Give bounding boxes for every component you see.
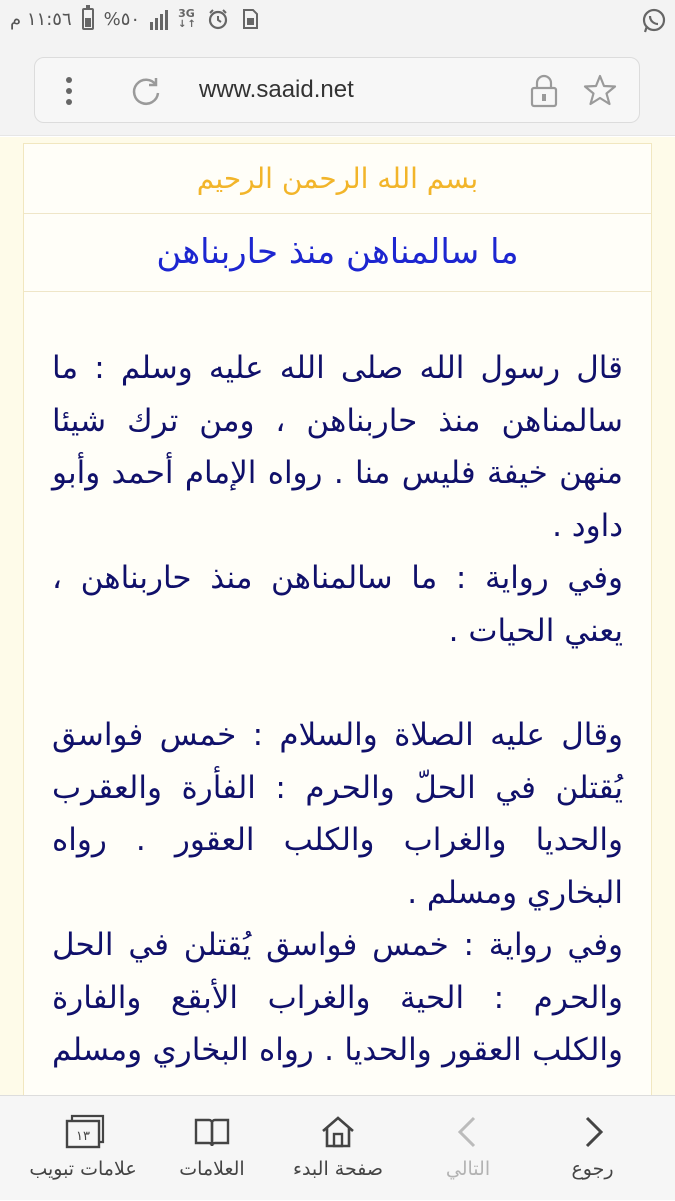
back-label: رجوع — [571, 1158, 614, 1180]
paragraph: وقال عليه الصلاة والسلام : خمس فواسق يُقتلن في الحلّ والحرم : الفأرة والعقرب والحديا والغراب والكلب العقور . رواه البخاري ومسلم . — [52, 717, 623, 911]
tabs-button[interactable] — [18, 1096, 148, 1201]
web-page — [0, 137, 675, 1095]
bottom-navigation — [0, 1095, 675, 1200]
star-icon[interactable] — [583, 73, 617, 107]
menu-dots-icon[interactable] — [61, 75, 75, 107]
tabs-label: علامات تبويب — [29, 1158, 137, 1180]
back-button[interactable] — [540, 1096, 645, 1201]
home-label: صفحة البدء — [293, 1158, 383, 1180]
clock: ١١:٥٦ م — [10, 8, 72, 30]
chevron-right-icon — [573, 1112, 613, 1152]
paragraph: قال رسول الله صلى الله عليه وسلم : ما سالمناهن منذ حاربناهن ، ومن ترك شيئا منهن خيفة فليس منا . رواه الإمام أحمد وأبو داود . — [52, 350, 623, 544]
reload-icon[interactable] — [129, 74, 163, 108]
tabs-icon — [61, 1112, 105, 1152]
paragraph: وفي رواية : خمس فواسق يُقتلن في الحل والحرم : الحية والغراب الأبقع والفارة والكلب العقور والحديا . رواه البخاري ومسلم — [52, 927, 623, 1068]
battery-icon — [82, 8, 94, 30]
address-bar[interactable] — [34, 57, 640, 123]
network-type: 3G ↓↑ — [178, 7, 197, 30]
whatsapp-notification-icon — [641, 8, 667, 34]
forward-button[interactable] — [418, 1096, 518, 1201]
browser-toolbar — [0, 44, 675, 136]
signal-icon — [150, 8, 168, 30]
status-bar — [0, 0, 675, 44]
bookmarks-label: العلامات — [179, 1158, 245, 1180]
sim-card-icon — [239, 8, 261, 30]
battery-percent: %٥٠ — [103, 8, 141, 30]
article-body — [24, 292, 651, 1129]
bookmarks-button[interactable] — [162, 1096, 262, 1201]
lock-icon[interactable] — [529, 74, 559, 108]
home-icon — [318, 1112, 358, 1152]
url-text[interactable]: www.saaid.net — [199, 76, 354, 103]
forward-label: التالي — [445, 1158, 491, 1180]
article-title: ما سالمناهن منذ حاربناهن — [24, 214, 651, 292]
alarm-icon — [207, 8, 229, 30]
paragraph: وفي رواية : ما سالمناهن منذ حاربناهن ، يعني الحيات . — [52, 560, 623, 649]
status-indicators — [10, 8, 261, 30]
article-card — [23, 143, 652, 1143]
home-button[interactable] — [282, 1096, 394, 1201]
basmala-header: بسم الله الرحمن الرحيم — [24, 144, 651, 214]
tabs-count: ١٣ — [76, 1129, 90, 1144]
book-icon — [192, 1112, 232, 1152]
chevron-left-icon — [448, 1112, 488, 1152]
